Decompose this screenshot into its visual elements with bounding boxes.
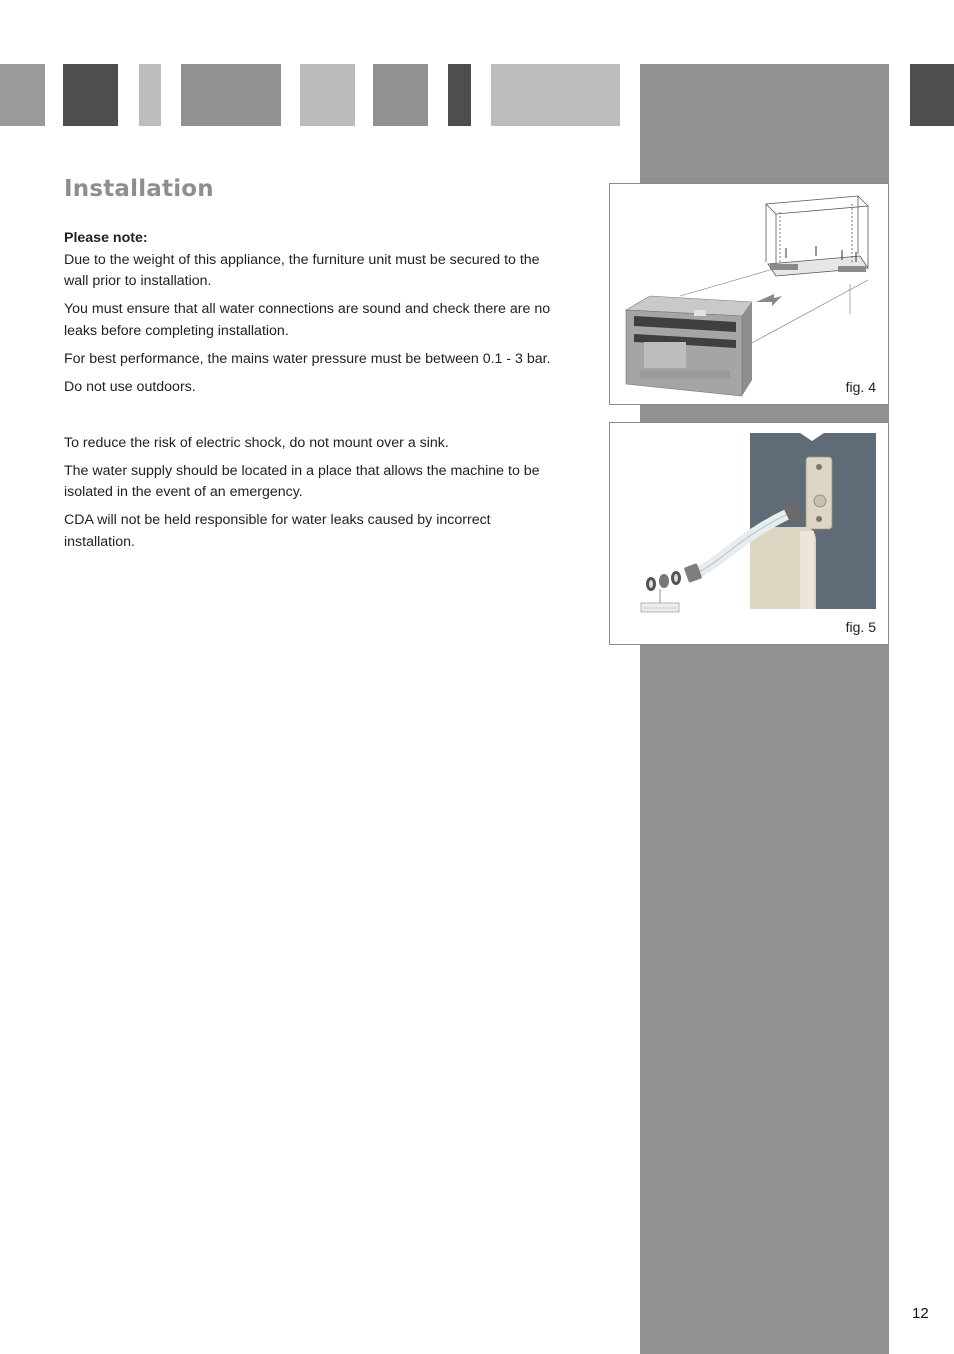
- note-paragraph: Do not use outdoors.: [64, 378, 196, 395]
- note-paragraph: You must ensure that all water connections are sound and check there are no leaks before completing installation.: [64, 301, 551, 339]
- note-paragraph: To reduce the risk of electric shock, do not mount over a sink.: [64, 434, 449, 451]
- figure-4: [609, 183, 889, 405]
- note-paragraph: For best performance, the mains water pressure must be between 0.1 - 3 bar.: [64, 350, 551, 367]
- note-paragraph: The water supply should be located in a place that allows the machine to be isolated in the event of an emergency.: [64, 462, 540, 500]
- fig4-illustration: [610, 184, 888, 404]
- page-number: 12: [912, 1305, 929, 1322]
- figure-5: [609, 422, 889, 645]
- header-block-2: [63, 64, 118, 126]
- fig5-caption: fig. 5: [845, 619, 876, 635]
- installation-notes: [64, 228, 564, 560]
- header-block-6: [373, 64, 428, 126]
- note-paragraph: CDA will not be held responsible for water leaks caused by incorrect installation.: [64, 512, 491, 550]
- fig4-caption: fig. 4: [845, 379, 876, 395]
- note-paragraph: Due to the weight of this appliance, the furniture unit must be secured to the wall prior to installation.: [64, 251, 540, 289]
- fig5-illustration: [610, 423, 888, 644]
- header-block-8: [491, 64, 620, 126]
- header-block-3: [139, 64, 161, 126]
- header-block-5: [300, 64, 355, 126]
- please-note-label: Please note:: [64, 230, 148, 246]
- header-block-10: [910, 64, 954, 126]
- section-title: Installation: [64, 176, 214, 202]
- header-block-4: [181, 64, 281, 126]
- header-block-7: [448, 64, 471, 126]
- paragraph-gap: [64, 405, 564, 433]
- header-block-1: [0, 64, 45, 126]
